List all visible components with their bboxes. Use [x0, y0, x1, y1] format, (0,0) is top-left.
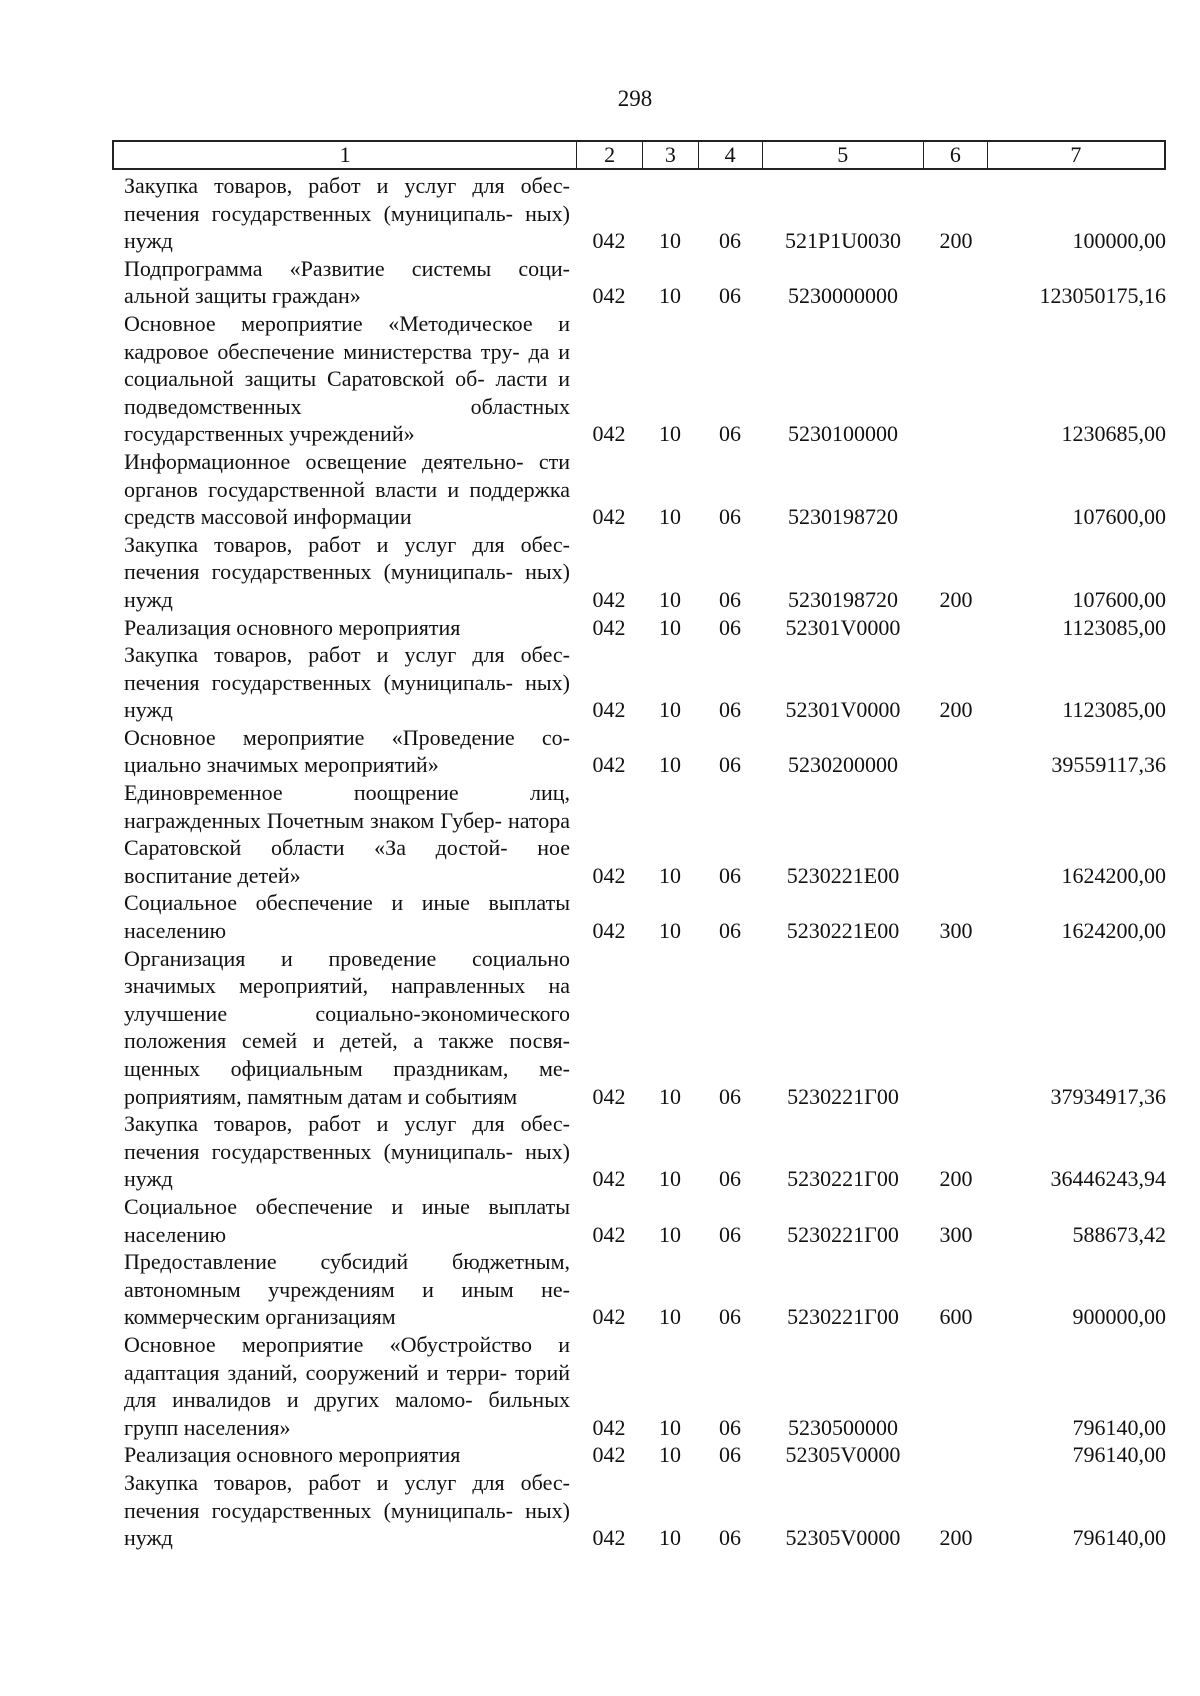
table-row	[112, 172, 1166, 255]
row-code-ministry: 042	[592, 862, 626, 888]
row-code-target: 52305V0000	[785, 1525, 901, 1551]
row-code-subsection: 06	[719, 1221, 741, 1247]
row-code-target: 52305V0000	[785, 1442, 901, 1468]
row-amount: 796140,00	[1072, 1525, 1166, 1551]
row-amount: 1230685,00	[1061, 421, 1166, 447]
row-code-target: 5230221Г00	[787, 1304, 899, 1330]
table-row	[112, 448, 1166, 531]
row-amount: 796140,00	[1072, 1414, 1166, 1440]
row-description: Социальное обеспечение и иные выплаты населению	[124, 1193, 570, 1247]
row-code-ministry: 042	[592, 1083, 626, 1109]
row-code-subsection: 06	[719, 697, 741, 723]
row-code-target: 5230200000	[788, 752, 898, 778]
row-code-target: 5230198720	[788, 586, 898, 612]
row-code-target: 5230100000	[788, 421, 898, 447]
row-description: Закупка товаров, работ и услуг для обес- печения государственных (муниципаль- ных) нужд	[124, 173, 570, 254]
row-amount: 123050175,16	[1039, 283, 1166, 309]
row-code-subsection: 06	[719, 614, 741, 640]
row-description: Предоставление субсидий бюджетным, автономным учреждениям и иным не- коммерческим организациям	[124, 1249, 570, 1330]
row-code-section: 10	[659, 752, 681, 778]
row-code-expense-type: 200	[939, 1525, 973, 1551]
table-row	[112, 310, 1166, 448]
row-description: Организация и проведение социально значимых мероприятий, направленных на улучшение социально-экономического положения семей и детей, а также посвя- щенных официальным праздникам, ме- роприятиям, памятным датам и событиям	[124, 945, 570, 1109]
row-description: Основное мероприятие «Проведение со- циально значимых мероприятий»	[124, 724, 570, 778]
row-amount: 37934917,36	[1050, 1083, 1166, 1109]
budget-table	[112, 140, 1166, 1552]
row-code-subsection: 06	[719, 421, 741, 447]
row-code-ministry: 042	[592, 586, 626, 612]
page-number: 298	[617, 86, 653, 111]
row-code-subsection: 06	[719, 1304, 741, 1330]
table-row	[112, 1331, 1166, 1441]
table-header	[112, 140, 1166, 170]
row-code-section: 10	[659, 1525, 681, 1551]
table-row	[112, 889, 1166, 944]
header-col-7: 7	[987, 142, 1164, 168]
row-code-subsection: 06	[719, 283, 741, 309]
row-code-target: 5230198720	[788, 504, 898, 530]
row-description: Закупка товаров, работ и услуг для обес- печения государственных (муниципаль- ных) нужд	[124, 1469, 570, 1551]
row-code-ministry: 042	[592, 1304, 626, 1330]
row-code-section: 10	[659, 421, 681, 447]
row-code-expense-type: 200	[939, 697, 973, 723]
table-row	[112, 1110, 1166, 1193]
row-code-ministry: 042	[592, 1166, 626, 1192]
header-col-5: 5	[762, 142, 923, 168]
row-code-subsection: 06	[719, 1525, 741, 1551]
row-code-ministry: 042	[592, 1221, 626, 1247]
row-code-ministry: 042	[592, 697, 626, 723]
row-code-section: 10	[659, 697, 681, 723]
row-code-subsection: 06	[719, 1083, 741, 1109]
row-code-section: 10	[659, 1304, 681, 1330]
row-amount: 36446243,94	[1050, 1166, 1166, 1192]
row-description: Закупка товаров, работ и услуг для обес- печения государственных (муниципаль- ных) нужд	[124, 1111, 570, 1192]
row-code-target: 52301V0000	[785, 614, 901, 640]
row-code-section: 10	[659, 283, 681, 309]
header-col-3: 3	[642, 142, 698, 168]
row-description: Социальное обеспечение и иные выплаты населению	[124, 890, 570, 944]
row-code-ministry: 042	[592, 918, 626, 944]
row-code-subsection: 06	[719, 1442, 741, 1468]
row-code-target: 5230000000	[788, 283, 898, 309]
table-row	[112, 641, 1166, 724]
row-amount: 900000,00	[1072, 1304, 1166, 1330]
row-code-target: 5230221Г00	[787, 1221, 899, 1247]
row-code-section: 10	[659, 862, 681, 888]
row-description: Закупка товаров, работ и услуг для обес- печения государственных (муниципаль- ных) нужд	[124, 531, 570, 612]
row-code-section: 10	[659, 1414, 681, 1440]
row-code-section: 10	[659, 504, 681, 530]
table-row	[112, 1469, 1166, 1552]
row-description: Информационное освещение деятельно- сти органов государственной власти и поддержка средств массовой информации	[124, 448, 570, 530]
row-code-subsection: 06	[719, 586, 741, 612]
row-code-ministry: 042	[592, 752, 626, 778]
row-amount: 107600,00	[1072, 504, 1166, 530]
table-row	[112, 1441, 1166, 1469]
row-code-expense-type: 200	[939, 228, 973, 254]
header-col-4: 4	[698, 142, 762, 168]
header-col-6: 6	[923, 142, 987, 168]
row-amount: 39559117,36	[1051, 752, 1166, 778]
row-code-ministry: 042	[592, 504, 626, 530]
row-code-section: 10	[659, 1166, 681, 1192]
row-code-ministry: 042	[592, 283, 626, 309]
row-code-target: 5230500000	[788, 1414, 898, 1440]
row-code-ministry: 042	[592, 1414, 626, 1440]
row-code-expense-type: 300	[939, 1221, 973, 1247]
header-col-2: 2	[576, 142, 642, 168]
row-code-section: 10	[659, 918, 681, 944]
row-code-target: 521P1U0030	[784, 228, 902, 254]
row-code-target: 5230221Г00	[787, 1083, 899, 1109]
table-row	[112, 1193, 1166, 1248]
row-code-section: 10	[659, 228, 681, 254]
row-code-expense-type: 600	[939, 1304, 973, 1330]
row-description: Реализация основного мероприятия	[124, 614, 461, 640]
row-code-target: 5230221E00	[786, 862, 900, 888]
row-amount: 588673,42	[1072, 1221, 1166, 1247]
row-amount: 796140,00	[1072, 1442, 1166, 1468]
row-code-section: 10	[659, 586, 681, 612]
table-row	[112, 724, 1166, 779]
row-code-subsection: 06	[719, 1414, 741, 1440]
row-code-target: 5230221E00	[786, 918, 900, 944]
table-row	[112, 614, 1166, 642]
row-code-section: 10	[659, 1442, 681, 1468]
table-row	[112, 779, 1166, 889]
row-code-section: 10	[659, 1221, 681, 1247]
row-code-subsection: 06	[719, 918, 741, 944]
row-code-subsection: 06	[719, 504, 741, 530]
row-code-subsection: 06	[719, 862, 741, 888]
row-code-ministry: 042	[592, 421, 626, 447]
row-description: Подпрограмма «Развитие системы соци- альной защиты граждан»	[124, 255, 570, 309]
row-code-target: 5230221Г00	[787, 1166, 899, 1192]
table-row	[112, 1248, 1166, 1331]
row-description: Основное мероприятие «Обустройство и адаптация зданий, сооружений и терри- торий для инвалидов и других маломо- бильных групп населения»	[124, 1331, 570, 1440]
row-description: Основное мероприятие «Методическое и кадровое обеспечение министерства тру- да и социальной защиты Саратовской об- ласти и подведомственных областных государственных учреждений»	[124, 310, 570, 447]
row-amount: 1624200,00	[1061, 918, 1166, 944]
row-amount: 1624200,00	[1061, 862, 1166, 888]
row-code-expense-type: 200	[939, 1166, 973, 1192]
row-code-expense-type: 300	[939, 918, 973, 944]
row-description: Реализация основного мероприятия	[124, 1442, 461, 1468]
header-col-1: 1	[339, 142, 351, 167]
row-code-section: 10	[659, 1083, 681, 1109]
row-code-target: 52301V0000	[785, 697, 901, 723]
row-code-section: 10	[659, 614, 681, 640]
row-amount: 1123085,00	[1062, 614, 1166, 640]
row-code-subsection: 06	[719, 228, 741, 254]
table-row	[112, 945, 1166, 1111]
row-code-ministry: 042	[592, 614, 626, 640]
table-row	[112, 531, 1166, 614]
row-amount: 1123085,00	[1062, 697, 1166, 723]
row-code-subsection: 06	[719, 1166, 741, 1192]
row-code-subsection: 06	[719, 752, 741, 778]
row-description: Единовременное поощрение лиц, награжденных Почетным знаком Губер- натора Саратовской области «За достой- ное воспитание детей»	[124, 780, 570, 888]
table-body	[112, 172, 1166, 1552]
row-amount: 100000,00	[1072, 228, 1166, 254]
table-row	[112, 255, 1166, 310]
row-code-expense-type: 200	[939, 586, 973, 612]
row-amount: 107600,00	[1072, 586, 1166, 612]
row-code-ministry: 042	[592, 1442, 626, 1468]
row-code-ministry: 042	[592, 1525, 626, 1551]
row-code-ministry: 042	[592, 228, 626, 254]
row-description: Закупка товаров, работ и услуг для обес- печения государственных (муниципаль- ных) нужд	[124, 642, 570, 723]
